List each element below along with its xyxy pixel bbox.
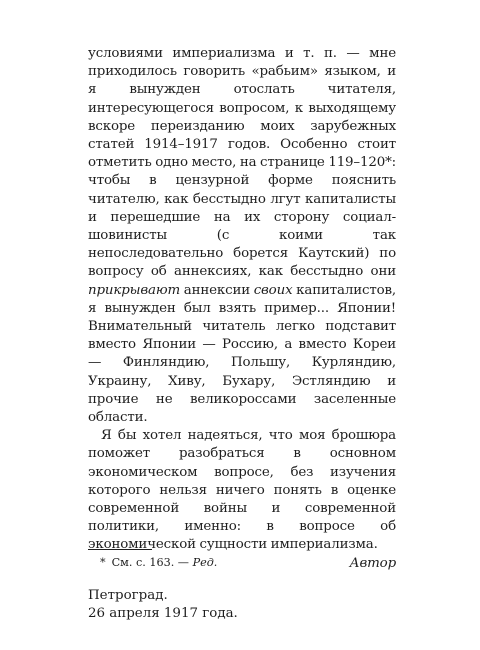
paragraph-1-part-1: условиями империализма и т. п. — мне приходилось говорить «рабьим» языком, и я вынужден отослать читателя, интересующегося вопросом, к выходящему вскоре переизданию моих зарубежных статей 1914–1917 годов. Особенно стоит отметить одно место, на странице 119–120*: чтобы в цензурной форме пояснить читателю, как бесстыдно лгут капиталисты и перешедшие на их сторону социал-шовинисты (с коими так непоследовательно борется Каутский) по вопросу об аннексиях, как бесстыдно они xyxy=(88,46,396,280)
preface-body xyxy=(88,45,396,573)
author-signature: Автор xyxy=(349,555,396,571)
footnote-mark: * xyxy=(100,556,106,569)
footnote-editor-note: Ред. xyxy=(192,556,218,569)
paragraph-1-part-3: капиталистов, я вынужден был взять пример... Японии! Внимательный читатель легко подставит вместо Японии — Россию, а вместо Кореи — Финляндию, Польшу, Курляндию, Украину, Хиву, Бухару, Эстляндию и прочие не великороссами заселенные области. xyxy=(88,282,396,426)
paragraph-2: Я бы хотел надеяться, что моя брошюра поможет разобраться в основном экономическом вопросе, без изучения которого нельзя ничего понять в оценке современной войны и современной политики, именно: в вопросе об экономической сущности империализма. xyxy=(88,428,396,553)
paragraph-1 xyxy=(88,45,396,427)
place-line: Петроград. xyxy=(88,587,168,603)
paragraph-1-part-2: аннексии xyxy=(180,282,254,298)
page-content xyxy=(88,45,396,623)
date-line: 26 апреля 1917 года. xyxy=(88,606,238,622)
footnote-text: См. с. 163. — xyxy=(111,556,193,569)
emphasis-prikryvayut: прикрывают xyxy=(88,282,181,298)
footnote-divider xyxy=(88,549,152,550)
place-date-block xyxy=(88,587,396,623)
emphasis-svoikh: своих xyxy=(253,282,293,298)
footnote xyxy=(100,556,217,570)
